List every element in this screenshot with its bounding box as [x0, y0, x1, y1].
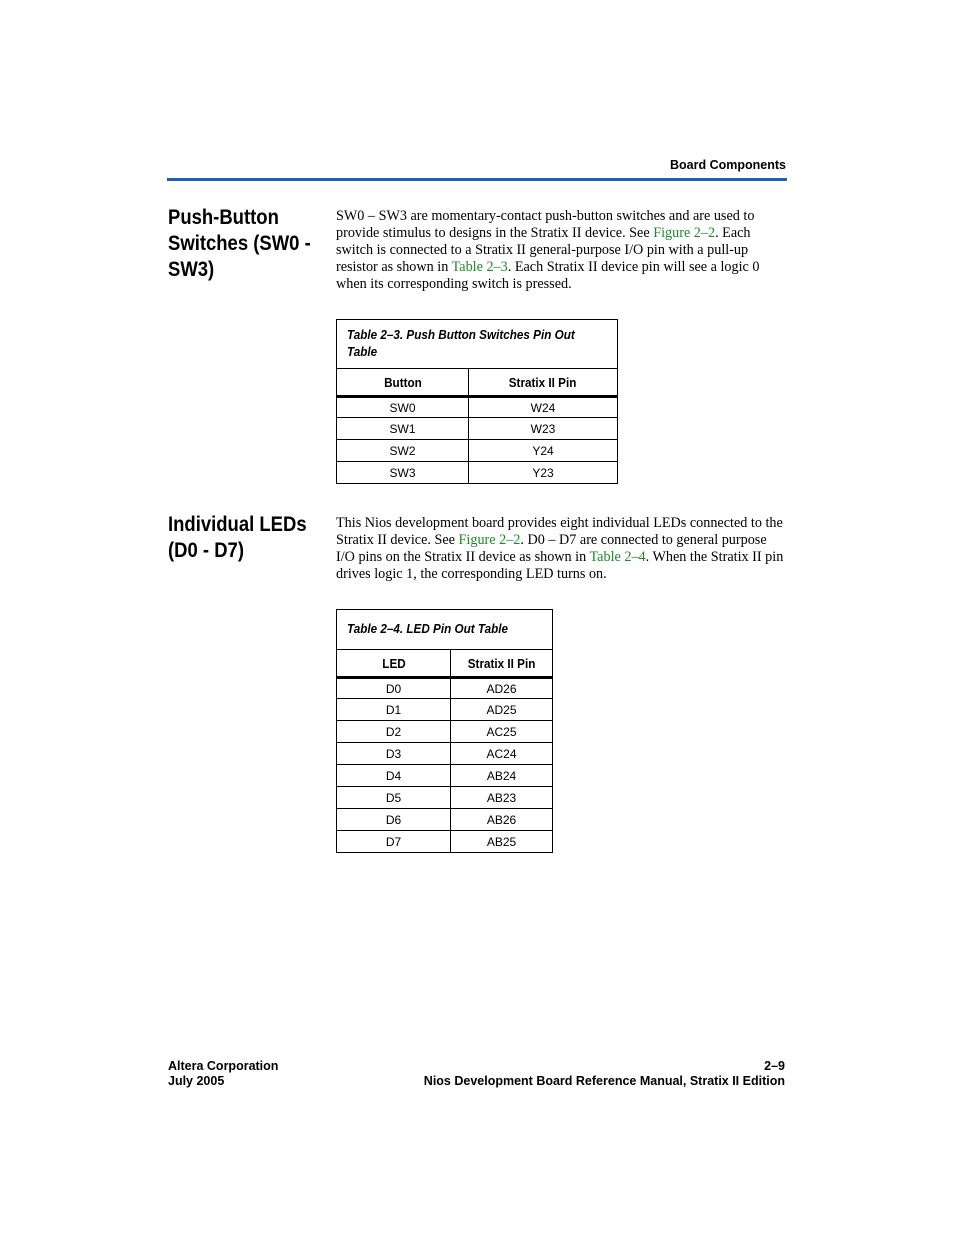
paragraph-text: . Each Stratix II device pin will see a logic 0 when its corresponding switch is pressed. — [336, 259, 760, 292]
table-cell: AC25 — [450, 721, 552, 742]
table-row — [337, 830, 552, 852]
footer-company: Altera Corporation — [168, 1059, 279, 1073]
figure-2-2-link[interactable]: Figure 2–2 — [458, 532, 521, 548]
footer-date: July 2005 — [168, 1074, 225, 1088]
table-row — [337, 808, 552, 830]
table-caption: Table 2–3. Push Button Switches Pin Out Table — [337, 320, 617, 369]
paragraph-text: . When the Stratix II pin drives logic 1, the corresponding LED turns on. — [336, 549, 784, 582]
paragraph-text: . D0 – D7 are connected to general purpose I/O pins on the Stratix II device as shown in — [336, 532, 767, 565]
section-title-push-buttons: Push-Button Switches (SW0 - SW3) — [168, 206, 311, 281]
table-header-row — [337, 369, 617, 395]
paragraph-text: This Nios development board provides eight individual LEDs connected to the Stratix II device. See — [336, 515, 783, 548]
paragraph-text: SW0 – SW3 are momentary-contact push-button switches and are used to provide stimulus to designs in the Stratix II device. See — [336, 208, 755, 241]
table-row — [337, 764, 552, 786]
table-cell: W24 — [468, 398, 617, 417]
table-cell: Y24 — [468, 440, 617, 461]
table-cell: D3 — [385, 746, 402, 761]
push-buttons-paragraph — [336, 208, 788, 293]
figure-2-2-link[interactable]: Figure 2–2 — [653, 225, 716, 241]
table-cell: SW1 — [389, 421, 416, 436]
column-header: LED — [381, 655, 406, 671]
table-cell: AD25 — [450, 699, 552, 720]
paragraph-text: . Each switch is connected to a Stratix II general-purpose I/O pin with a pull-up resistor as shown in — [336, 225, 751, 275]
table-caption: Table 2–4. LED Pin Out Table — [337, 610, 552, 650]
table-cell: W23 — [468, 418, 617, 439]
header-rule — [167, 178, 787, 181]
table-cell: D1 — [385, 702, 402, 717]
table-cell: D5 — [385, 790, 402, 805]
footer-left — [168, 1059, 278, 1089]
led-table — [336, 609, 553, 853]
table-cell: D7 — [385, 834, 402, 849]
table-2-3-link[interactable]: Table 2–3 — [451, 259, 508, 275]
table-row — [337, 742, 552, 764]
push-button-table — [336, 319, 618, 484]
column-header: Stratix II Pin — [468, 369, 617, 395]
table-row — [337, 439, 617, 461]
table-2-4-link[interactable]: Table 2–4 — [589, 549, 646, 565]
table-cell: D6 — [385, 812, 402, 827]
table-cell: D4 — [385, 768, 402, 783]
table-cell: D0 — [385, 681, 402, 696]
footer-right — [424, 1059, 785, 1089]
table-cell: AC24 — [450, 743, 552, 764]
footer-doc-title: Nios Development Board Reference Manual, Stratix II Edition — [423, 1074, 785, 1088]
table-cell: D2 — [385, 724, 402, 739]
table-row — [337, 461, 617, 483]
table-row — [337, 417, 617, 439]
leds-paragraph — [336, 515, 788, 583]
column-header: Button — [383, 374, 422, 390]
section-title-individual-leds: Individual LEDs (D0 - D7) — [168, 513, 307, 562]
table-cell: AB23 — [450, 787, 552, 808]
table-cell: AB25 — [450, 831, 552, 852]
table-row — [337, 395, 617, 417]
table-row — [337, 676, 552, 698]
table-row — [337, 698, 552, 720]
table-cell: AB26 — [450, 809, 552, 830]
table-cell: SW3 — [389, 465, 416, 480]
table-cell: AD26 — [450, 679, 552, 698]
table-cell: SW2 — [389, 443, 416, 458]
page-number: 2–9 — [764, 1059, 785, 1073]
table-cell: SW0 — [389, 400, 416, 415]
table-cell: Y23 — [468, 462, 617, 483]
table-row — [337, 720, 552, 742]
table-cell: AB24 — [450, 765, 552, 786]
running-head: Board Components — [670, 158, 786, 172]
table-row — [337, 786, 552, 808]
table-header-row — [337, 650, 552, 676]
column-header: Stratix II Pin — [450, 650, 552, 676]
